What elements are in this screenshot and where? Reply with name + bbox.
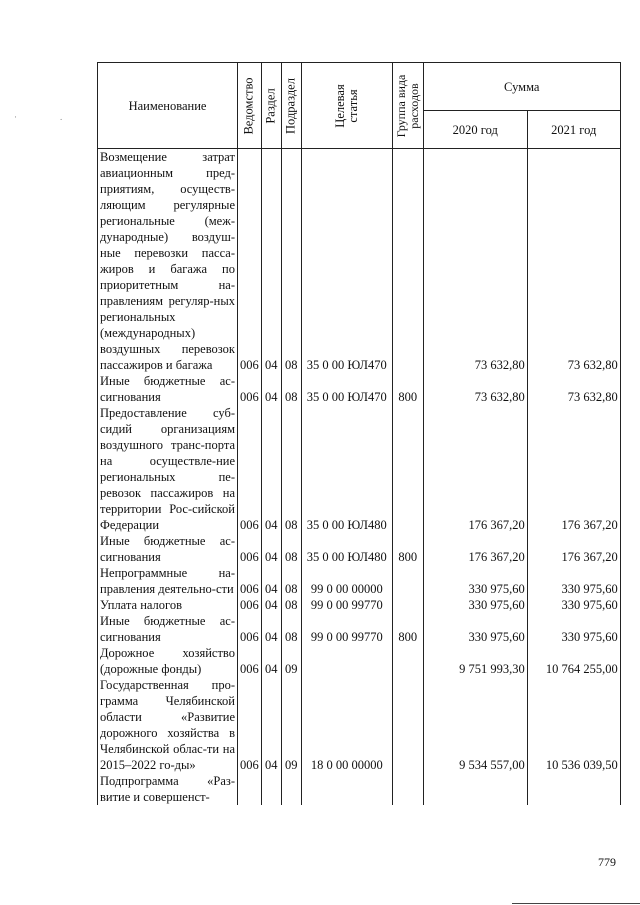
row-name: Дорожное хозяйство (дорожные фонды) bbox=[98, 645, 238, 677]
row-sum-2021: 10 764 255,00 bbox=[527, 645, 620, 677]
row-razdel: 04 bbox=[261, 645, 281, 677]
header-2021: 2021 год bbox=[527, 111, 620, 149]
footer-rule bbox=[512, 903, 640, 904]
row-razdel: 04 bbox=[261, 613, 281, 645]
row-sum-2021: 73 632,80 bbox=[527, 149, 620, 374]
header-razdel: Раздел bbox=[261, 63, 281, 149]
row-razdel bbox=[261, 773, 281, 805]
row-razdel: 04 bbox=[261, 149, 281, 374]
row-sum-2020: 176 367,20 bbox=[423, 533, 527, 565]
row-razdel: 04 bbox=[261, 405, 281, 533]
header-2020: 2020 год bbox=[423, 111, 527, 149]
row-name: Уплата налогов bbox=[98, 597, 238, 613]
row-name: Непрограммные на-правления деятельно-сти bbox=[98, 565, 238, 597]
row-celevaya bbox=[301, 773, 392, 805]
row-sum-2021: 330 975,60 bbox=[527, 597, 620, 613]
header-summa: Сумма bbox=[423, 63, 620, 111]
table-row bbox=[98, 405, 621, 533]
row-podrazdel: 08 bbox=[281, 373, 301, 405]
row-gruppa: 800 bbox=[392, 533, 423, 565]
row-celevaya: 99 0 00 99770 bbox=[301, 597, 392, 613]
row-vedomstvo: 006 bbox=[238, 597, 262, 613]
row-sum-2020: 330 975,60 bbox=[423, 613, 527, 645]
header-gruppa: Группа вида расходов bbox=[392, 63, 423, 149]
row-gruppa bbox=[392, 773, 423, 805]
row-gruppa: 800 bbox=[392, 613, 423, 645]
table-row bbox=[98, 613, 621, 645]
row-podrazdel: 08 bbox=[281, 613, 301, 645]
row-name: Предоставление суб-сидий организациям воздушного транс-порта на осуществле-ние региональных пе-ревозок пассажиров на территории Рос-сийской Федерации bbox=[98, 405, 238, 533]
row-vedomstvo bbox=[238, 773, 262, 805]
row-sum-2020: 9 751 993,30 bbox=[423, 645, 527, 677]
table-row bbox=[98, 565, 621, 597]
table-row bbox=[98, 373, 621, 405]
row-celevaya: 35 0 00 ЮЛ470 bbox=[301, 149, 392, 374]
row-razdel: 04 bbox=[261, 373, 281, 405]
table-header bbox=[98, 63, 621, 149]
header-vedomstvo: Ведомство bbox=[238, 63, 262, 149]
row-podrazdel: 08 bbox=[281, 597, 301, 613]
row-podrazdel: 09 bbox=[281, 645, 301, 677]
row-sum-2021: 176 367,20 bbox=[527, 533, 620, 565]
row-sum-2021: 330 975,60 bbox=[527, 613, 620, 645]
header-celevaya: Целевая статья bbox=[301, 63, 392, 149]
table-row bbox=[98, 645, 621, 677]
row-podrazdel: 08 bbox=[281, 149, 301, 374]
row-name: Иные бюджетные ас-сигнования bbox=[98, 613, 238, 645]
row-celevaya: 35 0 00 ЮЛ480 bbox=[301, 533, 392, 565]
row-vedomstvo: 006 bbox=[238, 405, 262, 533]
row-podrazdel bbox=[281, 773, 301, 805]
row-gruppa bbox=[392, 677, 423, 773]
row-name: Иные бюджетные ас-сигнования bbox=[98, 533, 238, 565]
row-gruppa bbox=[392, 565, 423, 597]
row-vedomstvo: 006 bbox=[238, 533, 262, 565]
row-vedomstvo: 006 bbox=[238, 149, 262, 374]
row-gruppa bbox=[392, 597, 423, 613]
row-podrazdel: 08 bbox=[281, 565, 301, 597]
row-gruppa bbox=[392, 645, 423, 677]
row-sum-2020 bbox=[423, 773, 527, 805]
row-name: Государственная про-грамма Челябинской области «Развитие дорожного хозяйства в Челябинской облас-ти на 2015–2022 го-ды» bbox=[98, 677, 238, 773]
row-razdel: 04 bbox=[261, 565, 281, 597]
row-vedomstvo: 006 bbox=[238, 565, 262, 597]
row-razdel: 04 bbox=[261, 533, 281, 565]
row-podrazdel: 08 bbox=[281, 533, 301, 565]
row-celevaya: 35 0 00 ЮЛ480 bbox=[301, 405, 392, 533]
row-sum-2021: 176 367,20 bbox=[527, 405, 620, 533]
row-sum-2020: 330 975,60 bbox=[423, 565, 527, 597]
header-podrazdel: Подраздел bbox=[281, 63, 301, 149]
row-podrazdel: 08 bbox=[281, 405, 301, 533]
table-body bbox=[98, 149, 621, 806]
row-razdel: 04 bbox=[261, 677, 281, 773]
row-name: Иные бюджетные ас-сигнования bbox=[98, 373, 238, 405]
row-celevaya bbox=[301, 645, 392, 677]
row-razdel: 04 bbox=[261, 597, 281, 613]
row-gruppa: 800 bbox=[392, 373, 423, 405]
table-row bbox=[98, 149, 621, 374]
row-name: Подпрограмма «Раз-витие и совершенст- bbox=[98, 773, 238, 805]
budget-table bbox=[97, 62, 621, 805]
row-sum-2021 bbox=[527, 773, 620, 805]
row-sum-2020: 330 975,60 bbox=[423, 597, 527, 613]
table-row bbox=[98, 773, 621, 805]
row-sum-2021: 10 536 039,50 bbox=[527, 677, 620, 773]
table-row bbox=[98, 677, 621, 773]
row-vedomstvo: 006 bbox=[238, 613, 262, 645]
page-number: 779 bbox=[598, 855, 616, 869]
row-sum-2021: 330 975,60 bbox=[527, 565, 620, 597]
scan-mark: . bbox=[60, 112, 63, 122]
header-name: Наименование bbox=[98, 63, 238, 149]
row-vedomstvo: 006 bbox=[238, 677, 262, 773]
row-sum-2021: 73 632,80 bbox=[527, 373, 620, 405]
row-celevaya: 99 0 00 99770 bbox=[301, 613, 392, 645]
row-podrazdel: 09 bbox=[281, 677, 301, 773]
scan-mark: · bbox=[14, 112, 17, 122]
row-sum-2020: 73 632,80 bbox=[423, 373, 527, 405]
table-row bbox=[98, 533, 621, 565]
row-sum-2020: 73 632,80 bbox=[423, 149, 527, 374]
row-vedomstvo: 006 bbox=[238, 373, 262, 405]
row-celevaya: 99 0 00 00000 bbox=[301, 565, 392, 597]
row-celevaya: 18 0 00 00000 bbox=[301, 677, 392, 773]
row-sum-2020: 176 367,20 bbox=[423, 405, 527, 533]
row-gruppa bbox=[392, 149, 423, 374]
row-sum-2020: 9 534 557,00 bbox=[423, 677, 527, 773]
row-celevaya: 35 0 00 ЮЛ470 bbox=[301, 373, 392, 405]
row-vedomstvo: 006 bbox=[238, 645, 262, 677]
row-name: Возмещение затрат авиационным пред-приятиям, осуществ-ляющим регулярные региональные (меж-дународные) воздуш-ные перевозки пасса-жиров и багажа по приоритетным на-правлениям регуляр-ных региональных (международных) воздушных перевозок пассажиров и багажа bbox=[98, 149, 238, 374]
table-row bbox=[98, 597, 621, 613]
row-gruppa bbox=[392, 405, 423, 533]
